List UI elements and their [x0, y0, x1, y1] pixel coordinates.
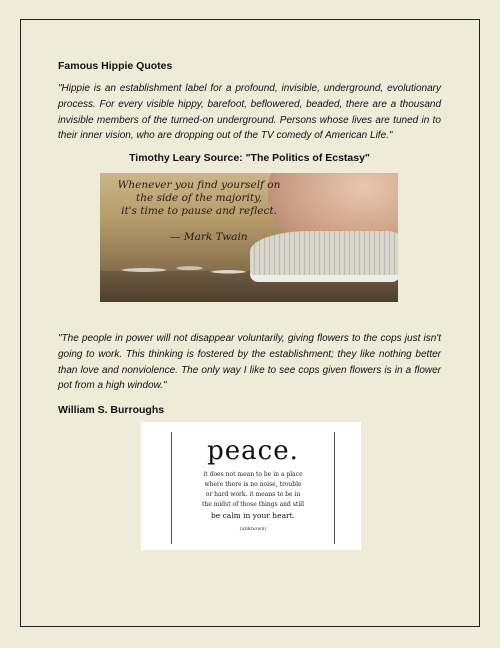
- peace-quote-image: [141, 422, 361, 550]
- photo-line-3: it's time to pause and reflect.: [121, 205, 277, 217]
- photo-sneaker: [250, 231, 398, 282]
- peace-line-4: the midst of those things and still: [201, 501, 305, 508]
- peace-line-3: or hard work. it means to be in: [205, 491, 301, 498]
- peace-card: [171, 432, 335, 544]
- burroughs-quote: "The people in power will not disappear voluntarily, giving flowers to the cops just isn't going to work. This thinking is fostered by the establishment; they like nothing better than love and nonviolence. The only way I like to see cops given flowers is in a flower pot from a high window.": [58, 333, 441, 392]
- peace-line-2: where there is no noise, trouble: [204, 481, 302, 488]
- peace-body: [172, 470, 334, 510]
- peace-unknown: (unknown): [239, 526, 267, 532]
- mark-twain-quote-image: [100, 173, 398, 302]
- section-heading: Famous Hippie Quotes: [58, 60, 173, 72]
- burroughs-attribution: William S. Burroughs: [58, 404, 165, 416]
- photo-line-1: Whenever you find yourself on: [117, 179, 281, 191]
- peace-word: peace.: [207, 436, 299, 466]
- photo-line-2: the side of the majority,: [136, 192, 262, 204]
- peace-line-1: it does not mean to be in a place: [203, 471, 303, 478]
- photo-author: — Mark Twain: [170, 231, 248, 243]
- photo-leaves: [118, 261, 248, 279]
- leary-attribution: Timothy Leary Source: "The Politics of Ecstasy": [129, 152, 370, 164]
- peace-calm-line: be calm in your heart.: [210, 511, 296, 520]
- leary-quote: "Hippie is an establishment label for a profound, invisible, underground, evolutionary process. For every visible hippy, barefoot, beflowered, beaded, there are a thousand invisible members of the turned-on underground. Persons whose lives are tuned in to their inner vision, who are dropping out of the TV comedy of American Life.": [58, 83, 441, 142]
- photo-quote-text: [114, 179, 284, 218]
